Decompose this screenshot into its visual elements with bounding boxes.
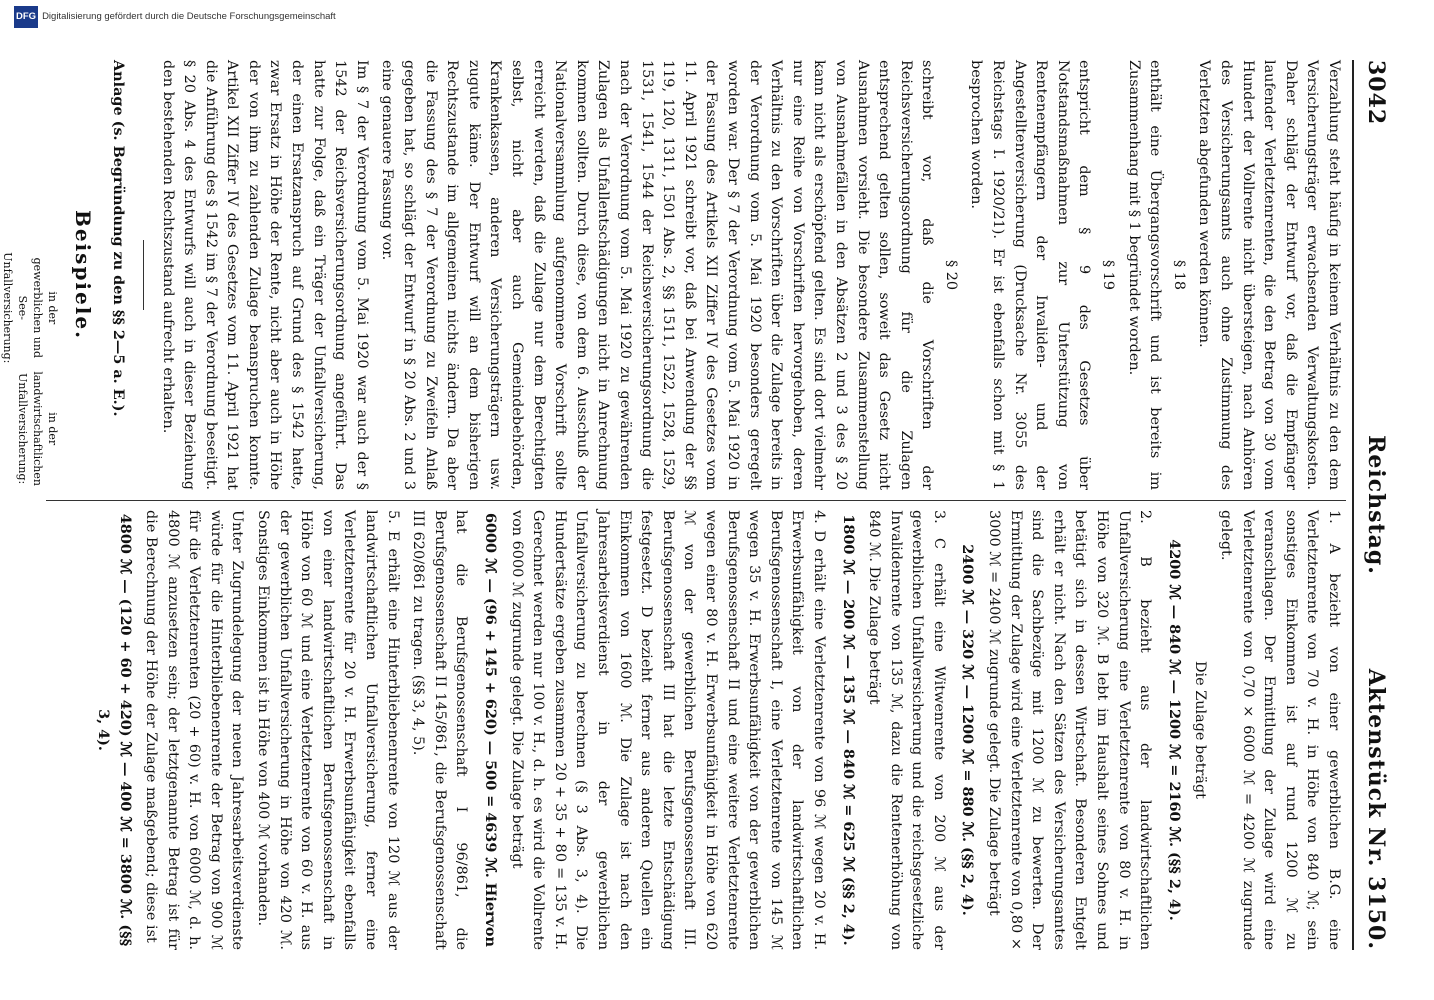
example-3: 3. C erhält eine Witwenrente von 200 ℳ aus der gewerblichen Unfallversicherung und die reichsgesetzliche Invalidenrente von 135 ℳ, dazu die Rentenerhöhung von 840 ℳ. Die Zulage beträgt (866, 510, 947, 950)
section-20-text-continued: Im § 7 der Verordnung vom 5. Mai 1920 war auch der § 1542 der Reichsversicherungsordnung angeführt. Das hatte zur Folge, daß ein Träger der Unfallversicherung, der einen Ersatzanspruch auf Grund des § 1542 hatte, zwar Ersatz in Höhe der Rente, nicht aber auch in Höhe der von ihm zu zahlenden Zulage beanspruchen konnte. Artikel XII Ziffer IV des Gesetzes vom 11. April 1921 hat die Anführung des § 1542 im § 7 der Verordnung beseitigt. § 20 Abs. 4 des Entwurfs will auch in dieser Beziehung den bestehenden Rechtszustand aufrecht erhalten. (159, 60, 370, 490)
left-column (0, 60, 1344, 490)
example-2-formula: 2400 ℳ — 320 ℳ — 1200 ℳ = 880 ℳ. (§§ 2, 4). (959, 544, 977, 916)
example-2: 2. B bezieht aus der landwirtschaftlichen Unfallversicherung eine Verletztenrente von 80 v. H. in Höhe von 320 ℳ. B lebt im Haushalt seines Sohnes und betätigt sich in dessen Wirtschaft. Besonderen Entgelt erhält er nicht. Nach den Sätzen des Versicherungsamtes sind die Sachbezüge mit 1200 ℳ zu bewerten. Der Ermittlung der Zulage wird eine Verletztenrente von 0,80 × 3000 ℳ = 2400 ℳ zugrunde gelegt. Die Zulage beträgt (986, 510, 1154, 950)
page-number: 3042 (1363, 60, 1389, 126)
example-4-tail: hat die Berufsgenossenschaft I 96/861, die Berufsgenossenschaft II 145/861, die Berufsgenossenschaft III 620/861 zu tragen. (§§ 3, 4, 5). (410, 510, 470, 950)
section-19-heading: § 19 (1100, 259, 1117, 291)
example-1-formula: 4200 ℳ — 840 ℳ — 1200 ℳ = 2160 ℳ. (§§ 2, 4). (1165, 539, 1183, 921)
example-4-formula: 6000 ℳ — (96 + 145 + 620) — 500 = 4639 ℳ. Hiervon (482, 513, 500, 947)
example-5-formula: 4800 ℳ — (120 + 60 + 420) ℳ — 400 ℳ = 3800 ℳ. (§§ 3, 4). (94, 513, 134, 947)
annex-table (0, 60, 60, 490)
right-column (84, 510, 1344, 950)
section-19-text: entspricht dem § 9 des Gesetzes über Notstandsmaßnahmen zur Unterstützung von Rentenempfängern der Invaliden- und der Angestelltenversicherung (Drucksache Nr. 3055 des Reichstags I. 1920/21). Er ist ebenfalls schon mit § 1 besprochen worden. (968, 60, 1093, 490)
example-1: 1. A bezieht von einer gewerblichen B.G. eine Verletztenrente von 70 v. H. in Höhe von 840 ℳ; sein sonstiges Einkommen ist auf rund 1200 ℳ zu veranschlagen. Der Ermittlung der Zulage wird eine Verletztenrente von 0,70 × 6000 ℳ = 4200 ℳ zugrunde gelegt. (1218, 510, 1342, 950)
dfg-credit-text: Digitalisierung gefördert durch die Deutsche Forschungsgemeinschaft (42, 11, 336, 22)
example-3-formula: 1800 ℳ — 200 ℳ — 135 ℳ — 840 ℳ = 625 ℳ (§§ 2, 4). (839, 514, 857, 946)
example-1-lead: Die Zulage beträgt (1192, 661, 1209, 799)
example-5: 5. E erhält eine Hinterbliebenenrente von 120 ℳ aus der landwirtschaftlichen Unfallversicherung, ferner eine Verletztenrente für 20 v. H. Erwerbsunfähigkeit ebenfalls von einer landwirtschaftlichen Berufsgenossenschaft in Höhe von 60 ℳ und eine Verletztenrente von 60 v. H. aus der gewerblichen Unfallversicherung in Höhe von 420 ℳ. Sonstiges Einkommen ist in Höhe von 400 ℳ vorhanden. (255, 510, 401, 950)
example-5-continued: Unter Zugrundelegung der neuen Jahresarbeitsverdienste würde für die Hinterbliebenenrente der Betrag von 900 ℳ für die Verletztenrenten (20 + 60) v. H. von 6000 ℳ, d. h. 4800 ℳ anzusetzen sein; der letztgenannte Betrag ist für die Berechnung der Höhe der Zulage maßgebend; diese ist (143, 510, 246, 950)
dfg-credit (14, 6, 336, 28)
example-4: 4. D erhält eine Verletztenrente von 96 ℳ wegen 20 v. H. Erwerbsunfähigkeit von der landwirtschaftlichen Berufsgenossenschaft I, eine Verletztenrente von 145 ℳ wegen 35 v. H. Erwerbsunfähigkeit von der gewerblichen Berufsgenossenschaft II und eine weitere Verletztenrente wegen einer 80 v. H. Erwerbsunfähigkeit in Höhe von 620 ℳ von der gewerblichen Berufsgenossenschaft III. Berufsgenossenschaft III hat die letzte Entschädigung festgesetzt. D bezieht ferner aus anderen Quellen ein Einkommen von 1600 ℳ. Die Zulage ist nach den Jahresarbeitsverdienst in der gewerblichen Unfallversicherung zu berechnen (§ 3 Abs. 3, 4). Die Hundertsätze ergeben zusammen 20 + 35 + 80 = 135 v. H. Gerechnet werden nur 100 v. H., d. h. es wird die Vollrente von 6000 ℳ zugrunde gelegt. Die Zulage beträgt (508, 510, 827, 950)
section-18-heading: § 18 (1170, 259, 1187, 291)
annex-heading: Anlage (s. Begründung zu den §§ 2—5 a. E.). (109, 60, 127, 417)
table-col1-header: in der gewerblichen und See-Unfallversicherung: (0, 252, 59, 364)
section-18-text: enthält eine Übergangsvorschrift und ist bereits im Zusammenhang mit § 1 begründet worden. (1125, 60, 1164, 490)
section-20-heading: § 20 (942, 259, 959, 291)
examples-heading: Beispiele. (71, 209, 96, 341)
dfg-logo: DFG (14, 6, 38, 28)
section-20-text: schreibt vor, daß die Vorschriften der Reichsversicherungsordnung für die Zulagen entsprechend gelten sollen, soweit das Gesetz nicht Ausnahmen vorsieht. Die besondere Zusammenstellung von Ausnahmefällen in den Absätzen 2 und 3 des § 20 kann nicht als erschöpfend gelten. Es sind dort vielmehr nur eine Reihe von Vorschriften hervorgehoben, deren Verhältnis zu den Vorschriften über die Zulage bereits in der Verordnung vom 5. Mai 1920 besonders geregelt worden war. Der § 7 der Verordnung vom 5. Mai 1920 in der Fassung des Artikels XII Ziffer IV des Gesetzes vom 11. April 1921 schreibt vor, daß bei Anwendung der §§ 119, 120, 1311, 1501 Abs. 2, §§ 1511, 1522, 1528, 1529, 1531, 1541, 1544 der Reichsversicherungsordnung die nach der Verordnung vom 5. Mai 1920 zu gewährenden Zulagen als Unfallentschädigungen nicht in Anrechnung kommen sollten. Durch diese, von dem 6. Ausschuß der Nationalversammlung aufgenommene Vorschrift sollte erreicht werden, daß die Zulage nur dem Berechtigten selbst, nicht aber auch Gemeindebehörden, Krankenkassen, anderen Versicherungsträgern usw. zugute käme. Der Entwurf will an dem bisherigen Rechtszustande im allgemeinen nichts ändern. Da aber die Fassung des § 7 der Verordnung zu Zweifeln Anlaß gegeben hat, so schlägt der Entwurf in § 20 Abs. 2 und 3 eine genauere Fassung vor. (379, 60, 936, 490)
header-title: Reichstag. (1363, 435, 1389, 575)
table-col2-header: in der landwirtschaftlichen Unfallversicherung: (15, 371, 59, 486)
paragraph-intro: Verzahlung steht häufig in keinem Verhältnis zu den dem Versicherungsträger erwachsenden Verwaltungskosten. Daher schlägt der Entwurf vor, daß die Empfänger laufender Verletztenrenten, die den Betrag von 30 vom Hundert der Vollrente nicht übersteigen, nach Anhören des Versicherungsamts auch ohne Zustimmung des Verletzten abgefunden werden können. (1196, 60, 1342, 490)
document-number: Aktenstück Nr. 3150. (1363, 668, 1389, 950)
column-divider (46, 500, 1346, 501)
separator-rule (143, 240, 144, 310)
page-header (1352, 60, 1390, 950)
